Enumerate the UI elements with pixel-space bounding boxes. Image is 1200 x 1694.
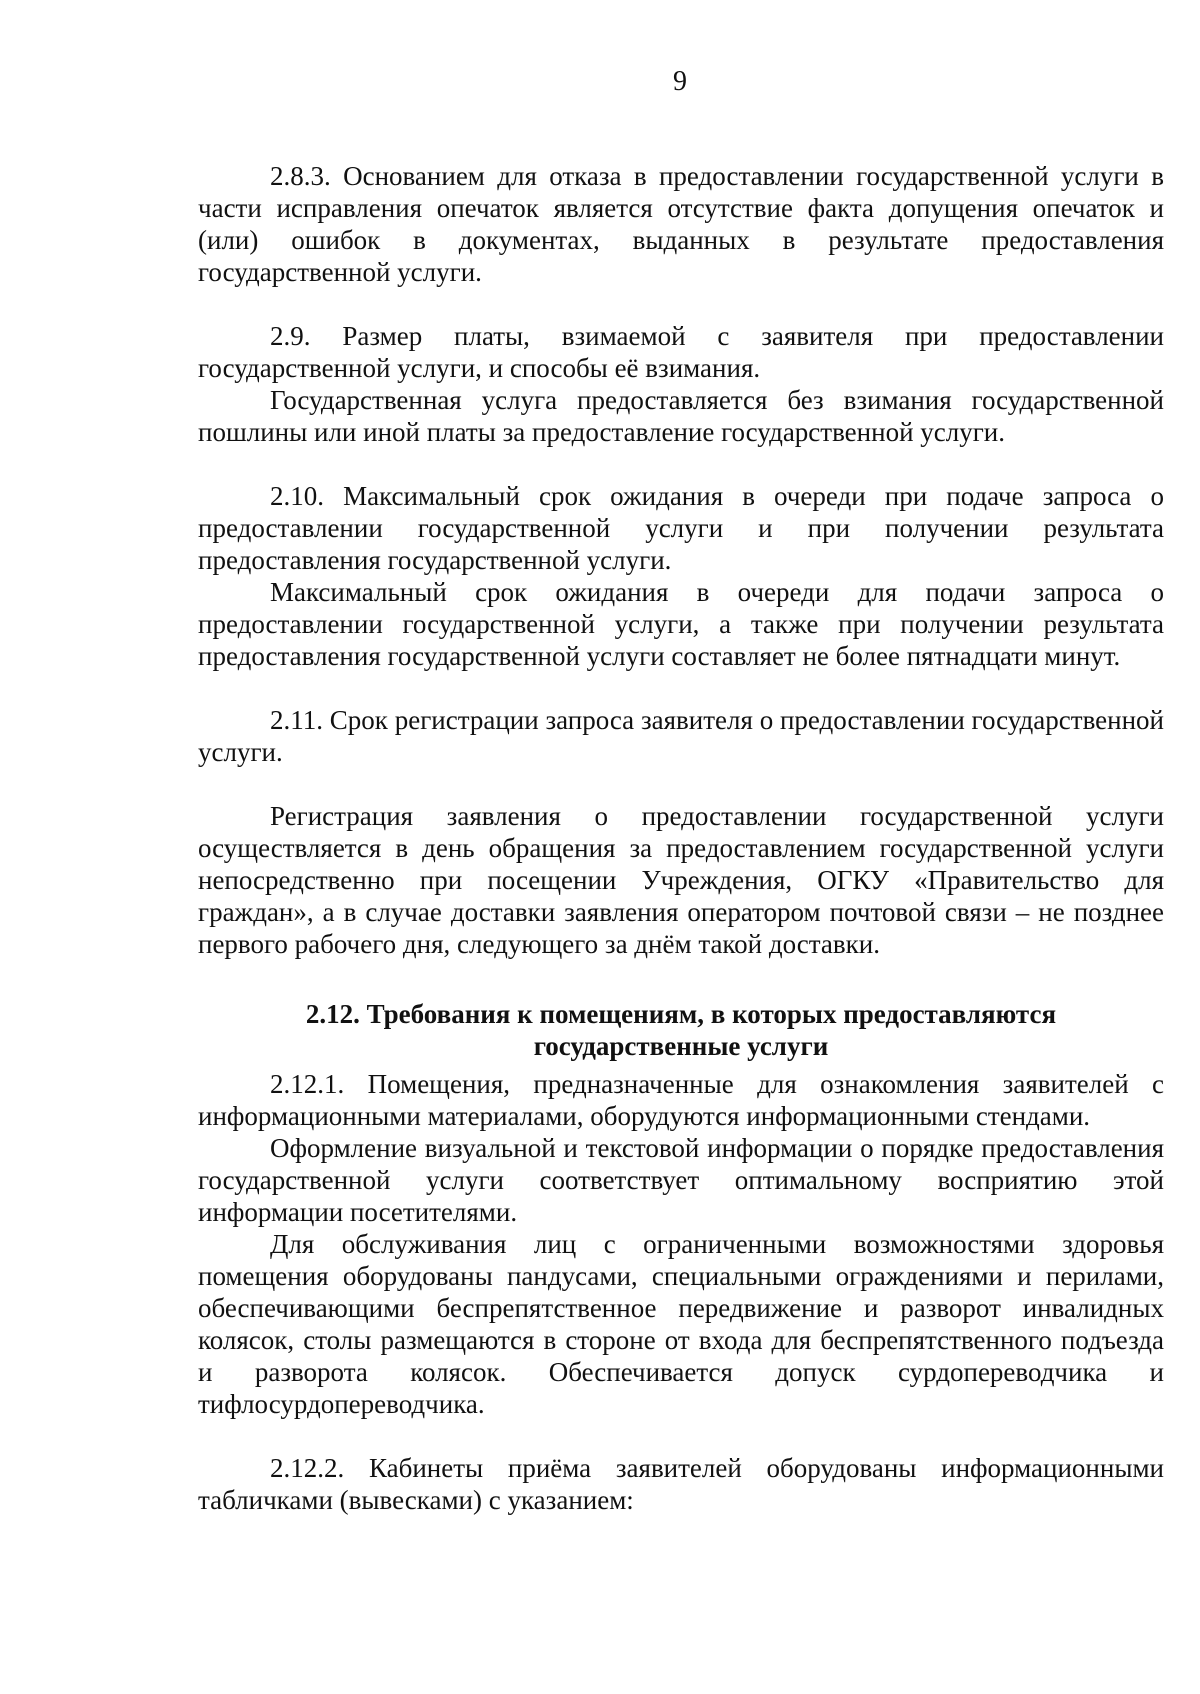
paragraph-2-8-3: 2.8.3. Основанием для отказа в предоставлении государственной услуги в части исправления опечаток является отсутствие факта допущения опечаток и (или) ошибок в документах, выданных в результате предоставления государственной услуги. bbox=[198, 161, 1164, 287]
paragraph-2-12-1-accessibility: Для обслуживания лиц с ограниченными возможностями здоровья помещения оборудованы пандусами, специальными ограждениями и перилами, обеспечивающими беспрепятственное передвижение и разворот инвалидных колясок, столы размещаются в стороне от входа для беспрепятственного подъезда и разворота колясок. Обеспечивается допуск сурдопереводчика и тифлосурдопереводчика. bbox=[198, 1229, 1164, 1419]
document-body bbox=[198, 160, 1164, 1516]
paragraph-2-9-text: Государственная услуга предоставляется без взимания государственной пошлины или иной платы за предоставление государственной услуги. bbox=[198, 385, 1164, 447]
paragraph-2-9: 2.9. Размер платы, взимаемой с заявителя при предоставлении государственной услуги, и способы её взимания. bbox=[198, 321, 1164, 383]
paragraph-gap bbox=[198, 960, 1164, 992]
paragraph-gap bbox=[198, 672, 1164, 704]
paragraph-2-12-1-design: Оформление визуальной и текстовой информации о порядке предоставления государственной услуги соответствует оптимальному восприятию этой информации посетителями. bbox=[198, 1133, 1164, 1227]
paragraph-2-11: 2.11. Срок регистрации запроса заявителя о предоставлении государственной услуги. bbox=[198, 705, 1164, 767]
paragraph-2-12-2: 2.12.2. Кабинеты приёма заявителей оборудованы информационными табличками (вывесками) с указанием: bbox=[198, 1453, 1164, 1515]
paragraph-gap bbox=[198, 288, 1164, 320]
paragraph-gap bbox=[198, 1420, 1164, 1452]
section-heading-2-12: 2.12. Требования к помещениям, в которых предоставляются государственные услуги bbox=[305, 999, 1057, 1061]
paragraph-2-10: 2.10. Максимальный срок ожидания в очереди при подаче запроса о предоставлении государственной услуги и при получении результата предоставления государственной услуги. bbox=[198, 481, 1164, 575]
paragraph-2-10-text: Максимальный срок ожидания в очереди для подачи запроса о предоставлении государственной услуги, а также при получении результата предоставления государственной услуги составляет не более пятнадцати минут. bbox=[198, 577, 1164, 671]
page-number: 9 bbox=[673, 66, 687, 97]
paragraph-2-11-text: Регистрация заявления о предоставлении государственной услуги осуществляется в день обращения за предоставлением государственной услуги непосредственно при посещении Учреждения, ОГКУ «Правительство для граждан», а в случае доставки заявления оператором почтовой связи – не позднее первого рабочего дня, следующего за днём такой доставки. bbox=[198, 801, 1164, 959]
paragraph-gap bbox=[198, 768, 1164, 800]
paragraph-gap bbox=[198, 448, 1164, 480]
paragraph-2-12-1: 2.12.1. Помещения, предназначенные для ознакомления заявителей с информационными материалами, оборудуются информационными стендами. bbox=[198, 1069, 1164, 1131]
